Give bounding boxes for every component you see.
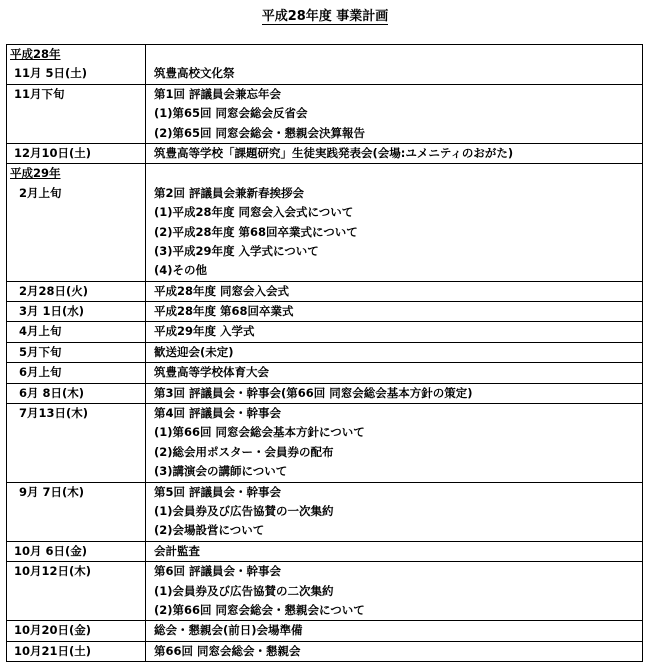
date-cell	[7, 302, 146, 322]
schedule-row	[7, 45, 643, 85]
schedule-row	[7, 562, 643, 621]
empty-line	[7, 261, 145, 280]
schedule-row	[7, 363, 643, 383]
empty-line	[7, 203, 145, 222]
event-line: (2)第65回 同窓会総会・懇親会決算報告	[154, 125, 366, 140]
event-line: 第6回 評議員会・幹事会	[154, 564, 282, 579]
event-line: 第66回 同窓会総会・懇親会	[154, 643, 301, 658]
event-line: (1)第65回 同窓会総会反省会	[154, 106, 308, 121]
date-cell	[7, 45, 146, 85]
era-label: 平成29年	[10, 166, 61, 181]
schedule-row	[7, 383, 643, 403]
empty-line	[7, 124, 145, 143]
event-line: 筑豊高校文化祭	[154, 66, 235, 81]
date-cell	[7, 541, 146, 561]
date-cell	[7, 322, 146, 342]
event-line: 第4回 評議員会・幹事会	[154, 406, 282, 421]
event-line: (2)総会用ポスター・会員券の配布	[154, 444, 334, 459]
schedule-row	[7, 482, 643, 541]
event-line: (1)平成28年度 同窓会入会式について	[154, 205, 354, 220]
date-label: 6月 8日(木)	[19, 385, 85, 400]
event-cell	[146, 621, 643, 641]
event-cell	[146, 482, 643, 541]
event-line: 第2回 評議員会兼新春挨拶会	[154, 185, 305, 200]
event-line: 筑豊高等学校体育大会	[154, 365, 269, 380]
date-cell	[7, 281, 146, 301]
event-cell	[146, 164, 643, 281]
title-text: 平成28年度 事業計画	[261, 9, 389, 24]
date-label: 6月上旬	[19, 365, 62, 380]
event-cell	[146, 641, 643, 661]
empty-line	[146, 164, 642, 183]
empty-line	[7, 223, 145, 242]
date-label: 2月28日(火)	[19, 283, 89, 298]
date-label: 9月 7日(木)	[19, 484, 85, 499]
date-cell	[7, 342, 146, 362]
date-label: 10月21日(土)	[14, 643, 92, 658]
date-cell	[7, 383, 146, 403]
event-line: 歓送迎会(未定)	[154, 344, 234, 359]
schedule-row	[7, 143, 643, 163]
empty-line	[7, 521, 145, 540]
event-line: 第3回 評議員会・幹事会(第66回 同窓会総会基本方針の策定)	[154, 385, 473, 400]
empty-line	[7, 443, 145, 462]
event-cell	[146, 404, 643, 483]
empty-line	[7, 601, 145, 620]
schedule-row	[7, 281, 643, 301]
event-line: 総会・懇親会(前日)会場準備	[154, 623, 303, 638]
date-label: 2月上旬	[19, 185, 62, 200]
date-label: 7月13日(木)	[19, 406, 89, 421]
event-cell	[146, 143, 643, 163]
empty-line	[7, 242, 145, 261]
date-label: 12月10日(土)	[14, 145, 92, 160]
schedule-row	[7, 641, 643, 661]
schedule-table	[6, 44, 643, 662]
event-line: 平成29年度 入学式	[154, 324, 255, 339]
event-cell	[146, 562, 643, 621]
event-cell	[146, 84, 643, 143]
date-label: 10月20日(金)	[14, 623, 92, 638]
date-label: 10月12日(木)	[14, 564, 92, 579]
event-line: (2)第66回 同窓会総会・懇親会について	[154, 602, 365, 617]
event-line: 第5回 評議員会・幹事会	[154, 484, 282, 499]
event-cell	[146, 342, 643, 362]
empty-line	[7, 423, 145, 442]
date-label: 10月 6日(金)	[14, 543, 88, 558]
empty-line	[7, 104, 145, 123]
event-line: 平成28年度 第68回卒業式	[154, 304, 294, 319]
date-cell	[7, 482, 146, 541]
era-label: 平成28年	[10, 47, 61, 61]
date-label: 5月下旬	[19, 344, 62, 359]
event-line: (2)会場設営について	[154, 523, 265, 538]
event-cell	[146, 281, 643, 301]
date-label: 11月下旬	[14, 86, 65, 101]
schedule-row	[7, 164, 643, 281]
event-line: (1)会員券及び広告協賛の一次集約	[154, 503, 334, 518]
date-cell	[7, 84, 146, 143]
event-cell	[146, 45, 643, 85]
event-line: 会計監査	[154, 543, 200, 558]
empty-line	[146, 45, 642, 64]
event-line: 第1回 評議員会兼忘年会	[154, 86, 282, 101]
document-title	[0, 9, 650, 25]
event-line: 筑豊高等学校「課題研究」生徒実践発表会(会場:ユメニティのおがた)	[154, 145, 514, 160]
date-cell	[7, 164, 146, 281]
date-cell	[7, 621, 146, 641]
event-line: 平成28年度 同窓会入会式	[154, 283, 290, 298]
schedule-row	[7, 84, 643, 143]
date-label: 3月 1日(水)	[19, 304, 85, 319]
empty-line	[7, 502, 145, 521]
date-cell	[7, 562, 146, 621]
date-label: 4月上旬	[19, 324, 62, 339]
event-cell	[146, 541, 643, 561]
event-cell	[146, 322, 643, 342]
event-cell	[146, 383, 643, 403]
event-cell	[146, 302, 643, 322]
schedule-row	[7, 322, 643, 342]
date-cell	[7, 641, 146, 661]
schedule-row	[7, 302, 643, 322]
empty-line	[7, 462, 145, 481]
date-cell	[7, 404, 146, 483]
schedule-row	[7, 541, 643, 561]
event-cell	[146, 363, 643, 383]
event-line: (3)講演会の講師について	[154, 464, 288, 479]
schedule-row	[7, 342, 643, 362]
schedule-row	[7, 404, 643, 483]
empty-line	[7, 582, 145, 601]
event-line: (1)会員券及び広告協賛の二次集約	[154, 583, 334, 598]
event-line: (1)第66回 同窓会総会基本方針について	[154, 425, 365, 440]
date-label: 11月 5日(土)	[14, 66, 88, 81]
event-line: (4)その他	[154, 263, 208, 278]
event-line: (2)平成28年度 第68回卒業式について	[154, 224, 358, 239]
event-line: (3)平成29年度 入学式について	[154, 243, 319, 258]
date-cell	[7, 143, 146, 163]
schedule-row	[7, 621, 643, 641]
date-cell	[7, 363, 146, 383]
